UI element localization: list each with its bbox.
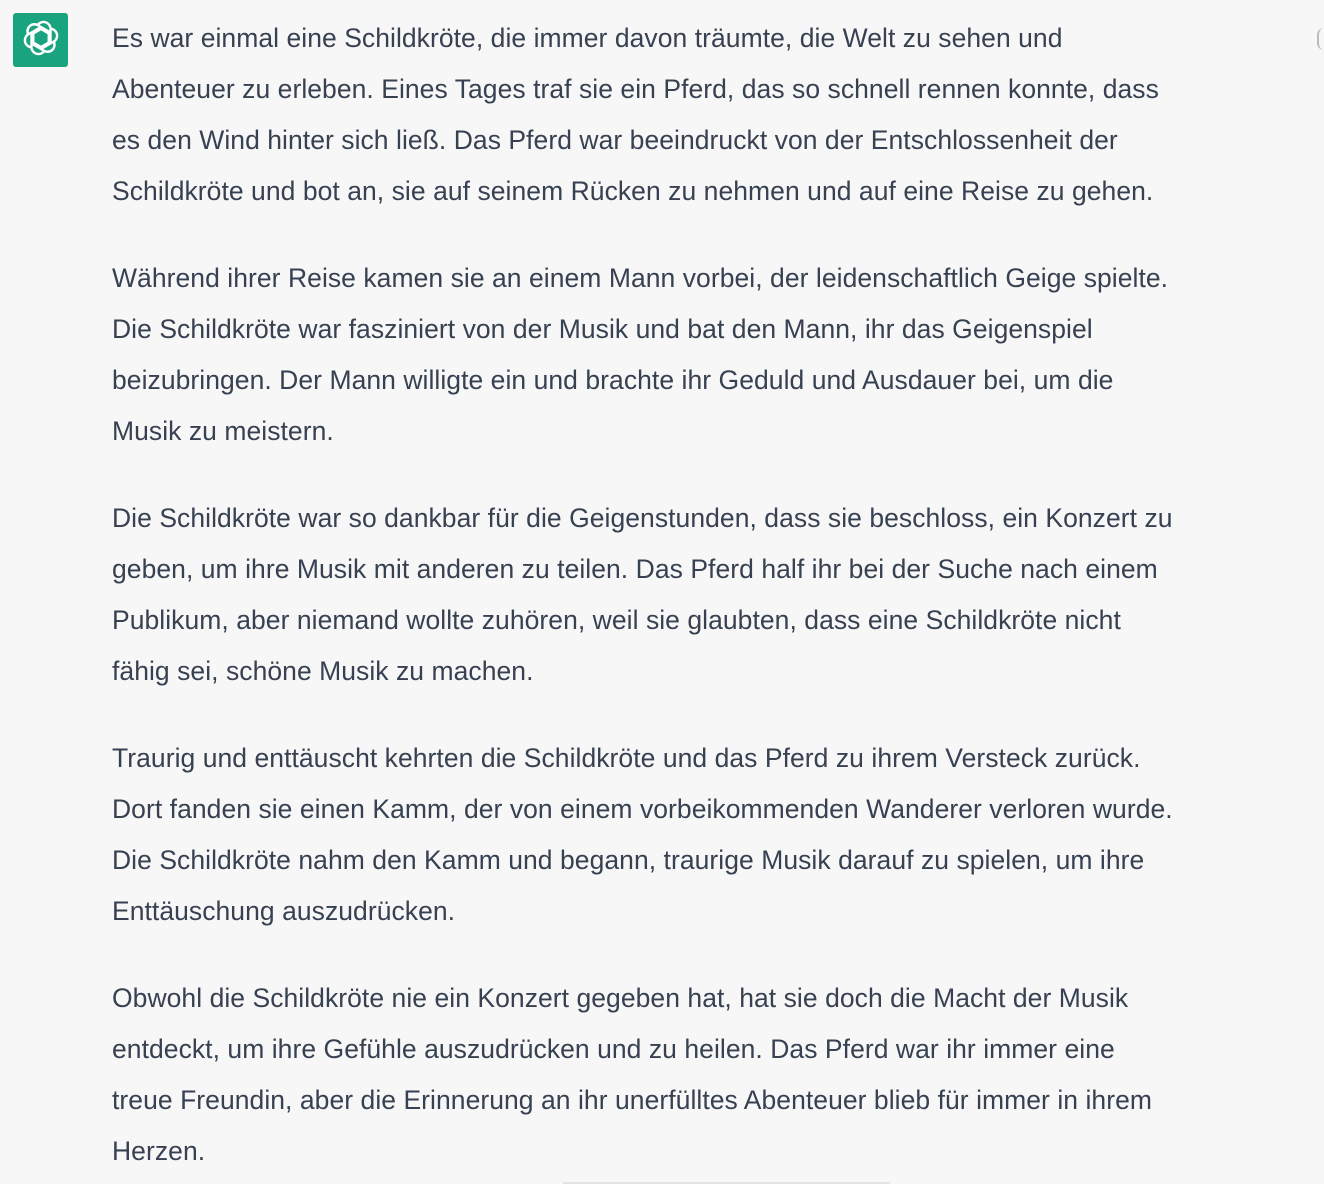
scrollbar-edge[interactable]	[1317, 28, 1324, 50]
openai-logo-icon	[21, 18, 61, 63]
message-paragraph: Traurig und enttäuscht kehrten die Schildkröte und das Pferd zu ihrem Versteck zurück. Dort fanden sie einen Kamm, der von einem vorbeikommenden Wanderer verloren wurde. Die Schildkröte nahm den Kamm und begann, traurige Musik darauf zu spielen, um ihre Enttäuschung auszudrücken.	[112, 743, 1173, 926]
assistant-avatar	[13, 13, 68, 67]
message-paragraph: Die Schildkröte war so dankbar für die Geigenstunden, dass sie beschloss, ein Konzert zu geben, um ihre Musik mit anderen zu teilen. Das Pferd half ihr bei der Suche nach einem Publikum, aber niemand wollte zuhören, weil sie glaubten, dass eine Schildkröte nicht fähig sei, schöne Musik zu machen.	[112, 503, 1173, 686]
message-paragraph: Es war einmal eine Schildkröte, die immer davon träumte, die Welt zu sehen und Abenteuer zu erleben. Eines Tages traf sie ein Pferd, das so schnell rennen konnte, dass es den Wind hinter sich ließ. Das Pferd war beeindruckt von der Entschlossenheit der Schildkröte und bot an, sie auf seinem Rücken zu nehmen und auf eine Reise zu gehen.	[112, 23, 1159, 206]
message-paragraph: Obwohl die Schildkröte nie ein Konzert gegeben hat, hat sie doch die Macht der Musik entdeckt, um ihre Gefühle auszudrücken und zu heilen. Das Pferd war ihr immer eine treue Freundin, aber die Erinnerung an ihr unerfülltes Abenteuer blieb für immer in ihrem Herzen.	[112, 983, 1152, 1166]
message-paragraph: Während ihrer Reise kamen sie an einem Mann vorbei, der leidenschaftlich Geige spielte. Die Schildkröte war fasziniert von der Musik und bat den Mann, ihr das Geigenspiel beizubringen. Der Mann willigte ein und brachte ihr Geduld und Ausdauer bei, um die Musik zu meistern.	[112, 263, 1169, 446]
assistant-message	[112, 13, 1308, 1184]
